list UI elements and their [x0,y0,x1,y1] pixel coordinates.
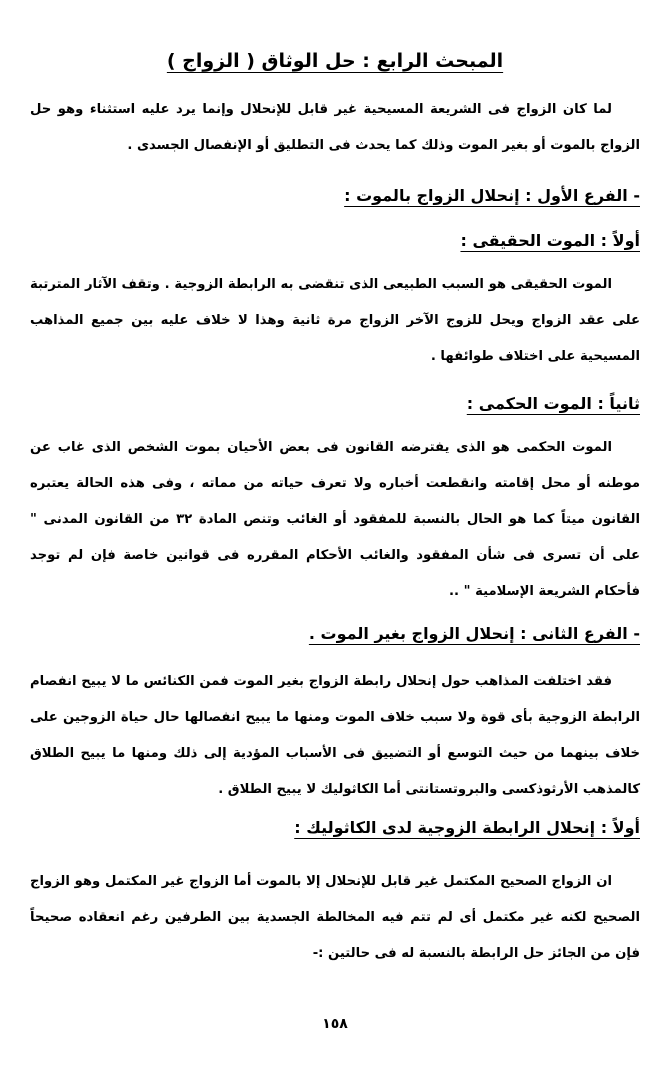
intro-paragraph: لما كان الزواج فى الشريعة المسيحية غير قابل للإنحلال وإنما يرد عليه استثناء وهو حل الزواج بالموت أو بغير الموت وذلك كما يحدث فى التطليق أو الإنفصال الجسدى . [30,102,640,153]
catholic-heading: أولاً : إنحلال الرابطة الزوجية لدى الكاثوليك : [294,818,640,837]
page-title: المبحث الرابع : حل الوثاق ( الزواج ) [166,50,504,72]
branch2-paragraph: فقد اختلفت المذاهب حول إنحلال رابطة الزواج بغير الموت فمن الكنائس ما لا يبيح انفصام الرابطة الزوجية بأى قوة ولا سبب خلاف الموت ومنها ما يبيح انفصالها حال حياة الزوجين على خلاف بينهما من حيث التوسع أو التضييق فى الأسباب المؤدية إلى ذلك ومنها ما يبيح الطلاق كالمذهب الأرثوذكسى والبروتستانتى أما الكاثوليك لا يبيح الطلاق . [30,674,640,797]
legal-death-heading: ثانياً : الموت الحكمى : [466,394,640,413]
branch2-heading: - الفرع الثانى : إنحلال الزواج بغير الموت . [308,624,640,643]
page-number: ١٥٨ [322,1016,348,1032]
branch1-heading: - الفرع الأول : إنحلال الزواج بالموت : [344,186,640,205]
legal-death-paragraph: الموت الحكمى هو الذى يفترضه القانون فى بعض الأحيان بموت الشخص الذى غاب عن موطنه أو محل إقامته وانقطعت أخباره ولا تعرف حياته من مماته ، وفى هذه الحالة يعتبره القانون ميتاً كما هو الحال بالنسبة للمفقود أو الغائب وتنص المادة ٣٢ من القانون المدنى " على أن تسرى فى شأن المفقود والغائب الأحكام المقرره فى قوانين خاصة فإن لم توجد فأحكام الشريعة الإسلامية " .. [30,440,640,599]
catholic-paragraph: ان الزواج الصحيح المكتمل غير قابل للإنحلال إلا بالموت أما الزواج غير المكتمل وهو الزواج الصحيح لكنه غير مكتمل أى لم تتم فيه المخالطة الجسدية بين الطرفين رغم انعقاده صحيحاً فإن من الجائز حل الرابطة بالنسبة له فى حالتين :- [30,874,640,961]
real-death-paragraph: الموت الحقيقى هو السبب الطبيعى الذى تنقضى به الرابطة الزوجية . وتقف الآثار المترتبة على عقد الزواج ويحل للزوج الآخر الزواج مرة ثانية وهذا لا خلاف عليه بين جميع المذاهب المسيحية على اختلاف طوائفها . [30,277,640,364]
real-death-heading: أولاً : الموت الحقيقى : [460,231,640,250]
